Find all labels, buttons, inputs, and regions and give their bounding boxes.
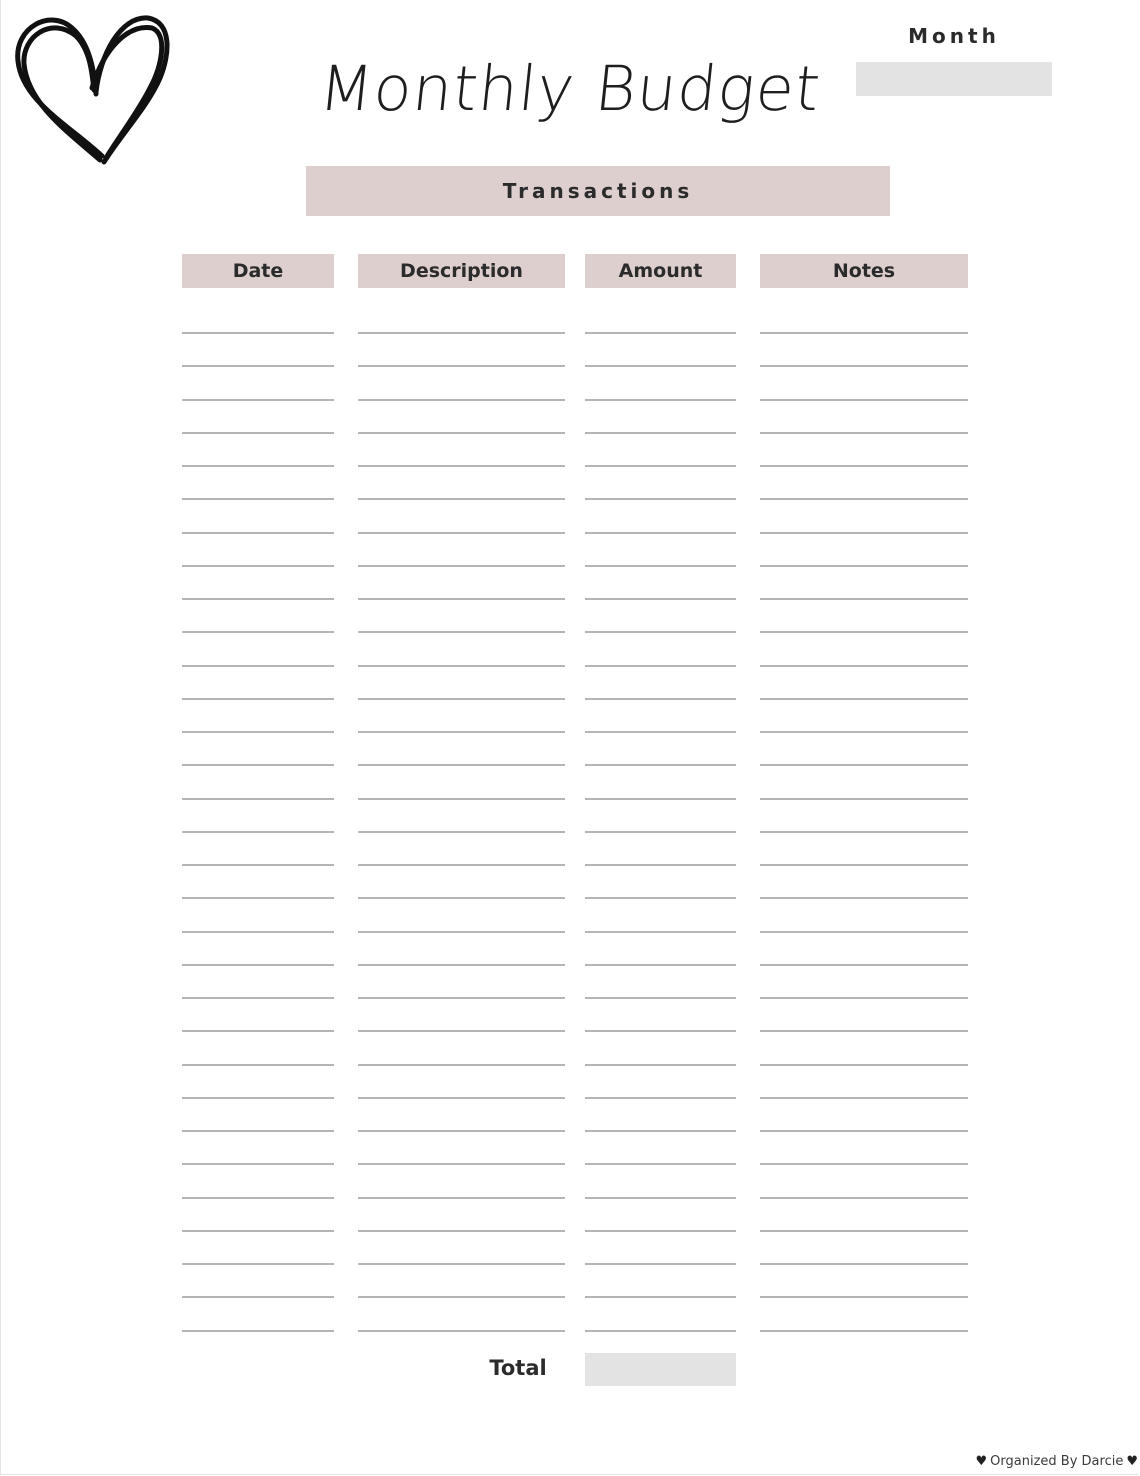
row-line-date[interactable] [182,1230,334,1232]
row-line-notes[interactable] [760,665,968,667]
row-line-amount[interactable] [585,399,736,401]
row-line-description[interactable] [358,532,565,534]
row-line-amount[interactable] [585,532,736,534]
row-line-description[interactable] [358,1163,565,1165]
row-line-description[interactable] [358,365,565,367]
row-line-amount[interactable] [585,365,736,367]
row-line-description[interactable] [358,498,565,500]
row-line-description[interactable] [358,1064,565,1066]
row-line-date[interactable] [182,399,334,401]
row-line-description[interactable] [358,1263,565,1265]
row-line-amount[interactable] [585,731,736,733]
column-header-notes: Notes [760,254,968,288]
row-line-date[interactable] [182,1064,334,1066]
row-line-description[interactable] [358,1330,565,1332]
row-line-amount[interactable] [585,864,736,866]
month-input[interactable] [856,62,1052,96]
row-line-notes[interactable] [760,1330,968,1332]
row-line-notes[interactable] [760,764,968,766]
row-line-date[interactable] [182,598,334,600]
row-line-description[interactable] [358,665,565,667]
row-line-description[interactable] [358,831,565,833]
heart-icon [10,6,172,168]
row-line-description[interactable] [358,864,565,866]
row-line-description[interactable] [358,465,565,467]
row-line-notes[interactable] [760,897,968,899]
row-line-date[interactable] [182,798,334,800]
row-line-description[interactable] [358,1230,565,1232]
row-line-date[interactable] [182,1130,334,1132]
row-line-amount[interactable] [585,1197,736,1199]
row-line-amount[interactable] [585,1097,736,1099]
row-line-date[interactable] [182,698,334,700]
row-line-date[interactable] [182,565,334,567]
row-line-notes[interactable] [760,1064,968,1066]
row-line-amount[interactable] [585,432,736,434]
row-line-notes[interactable] [760,1197,968,1199]
row-line-description[interactable] [358,1197,565,1199]
row-line-date[interactable] [182,332,334,334]
row-line-date[interactable] [182,831,334,833]
row-line-notes[interactable] [760,698,968,700]
row-line-notes[interactable] [760,798,968,800]
row-line-date[interactable] [182,631,334,633]
footer-text: Organized By Darcie [990,1454,1124,1469]
row-line-notes[interactable] [760,565,968,567]
row-line-notes[interactable] [760,831,968,833]
row-line-description[interactable] [358,399,565,401]
row-line-notes[interactable] [760,432,968,434]
row-line-date[interactable] [182,997,334,999]
row-line-date[interactable] [182,1330,334,1332]
row-line-notes[interactable] [760,864,968,866]
row-line-notes[interactable] [760,1097,968,1099]
row-line-notes[interactable] [760,332,968,334]
row-line-date[interactable] [182,764,334,766]
month-label: Month [908,24,1000,48]
row-line-amount[interactable] [585,332,736,334]
row-line-date[interactable] [182,1097,334,1099]
heart-icon: ♥ [975,1454,988,1469]
row-line-date[interactable] [182,665,334,667]
row-line-description[interactable] [358,964,565,966]
row-line-amount[interactable] [585,1030,736,1032]
row-line-notes[interactable] [760,532,968,534]
row-line-amount[interactable] [585,465,736,467]
row-line-notes[interactable] [760,731,968,733]
footer [976,1454,1138,1469]
row-line-amount[interactable] [585,698,736,700]
row-line-date[interactable] [182,432,334,434]
row-line-date[interactable] [182,365,334,367]
heart-icon: ♥ [1126,1454,1138,1469]
row-line-date[interactable] [182,864,334,866]
total-input[interactable] [585,1353,736,1386]
row-line-amount[interactable] [585,764,736,766]
row-line-notes[interactable] [760,931,968,933]
column-header-description: Description [358,254,565,288]
row-line-description[interactable] [358,1296,565,1298]
row-line-amount[interactable] [585,1263,736,1265]
row-line-description[interactable] [358,1030,565,1032]
row-line-notes[interactable] [760,598,968,600]
row-line-description[interactable] [358,432,565,434]
row-line-notes[interactable] [760,399,968,401]
row-line-description[interactable] [358,598,565,600]
row-line-date[interactable] [182,931,334,933]
row-line-notes[interactable] [760,498,968,500]
row-line-date[interactable] [182,1296,334,1298]
column-header-date: Date [182,254,334,288]
row-line-amount[interactable] [585,1330,736,1332]
row-line-date[interactable] [182,532,334,534]
row-line-notes[interactable] [760,465,968,467]
row-line-amount[interactable] [585,498,736,500]
row-line-amount[interactable] [585,565,736,567]
section-banner [306,166,890,216]
row-line-date[interactable] [182,465,334,467]
row-line-description[interactable] [358,931,565,933]
page-title: Monthly Budget [315,52,825,125]
row-line-description[interactable] [358,698,565,700]
row-line-notes[interactable] [760,365,968,367]
row-line-amount[interactable] [585,997,736,999]
row-line-description[interactable] [358,1130,565,1132]
row-line-notes[interactable] [760,1230,968,1232]
row-line-date[interactable] [182,498,334,500]
row-line-amount[interactable] [585,1130,736,1132]
row-line-amount[interactable] [585,831,736,833]
row-line-amount[interactable] [585,798,736,800]
row-line-notes[interactable] [760,1030,968,1032]
row-line-amount[interactable] [585,598,736,600]
row-line-amount[interactable] [585,1064,736,1066]
row-line-notes[interactable] [760,1263,968,1265]
row-line-date[interactable] [182,1163,334,1165]
row-line-date[interactable] [182,731,334,733]
row-line-description[interactable] [358,565,565,567]
row-line-amount[interactable] [585,1230,736,1232]
row-line-description[interactable] [358,997,565,999]
row-line-description[interactable] [358,1097,565,1099]
row-line-notes[interactable] [760,1296,968,1298]
row-line-amount[interactable] [585,665,736,667]
row-line-description[interactable] [358,798,565,800]
row-line-notes[interactable] [760,1163,968,1165]
total-label: Total [489,1356,547,1380]
row-line-amount[interactable] [585,1163,736,1165]
row-line-amount[interactable] [585,631,736,633]
row-line-notes[interactable] [760,1130,968,1132]
row-line-date[interactable] [182,964,334,966]
row-line-amount[interactable] [585,931,736,933]
row-line-notes[interactable] [760,997,968,999]
row-line-notes[interactable] [760,631,968,633]
row-line-description[interactable] [358,764,565,766]
row-line-description[interactable] [358,332,565,334]
row-line-amount[interactable] [585,897,736,899]
row-line-date[interactable] [182,1197,334,1199]
row-line-date[interactable] [182,1030,334,1032]
row-line-amount[interactable] [585,964,736,966]
row-line-notes[interactable] [760,964,968,966]
row-line-description[interactable] [358,897,565,899]
row-line-description[interactable] [358,731,565,733]
section-title: Transactions [502,179,694,203]
row-line-amount[interactable] [585,1296,736,1298]
column-header-amount: Amount [585,254,736,288]
row-line-description[interactable] [358,631,565,633]
row-line-date[interactable] [182,897,334,899]
row-line-date[interactable] [182,1263,334,1265]
